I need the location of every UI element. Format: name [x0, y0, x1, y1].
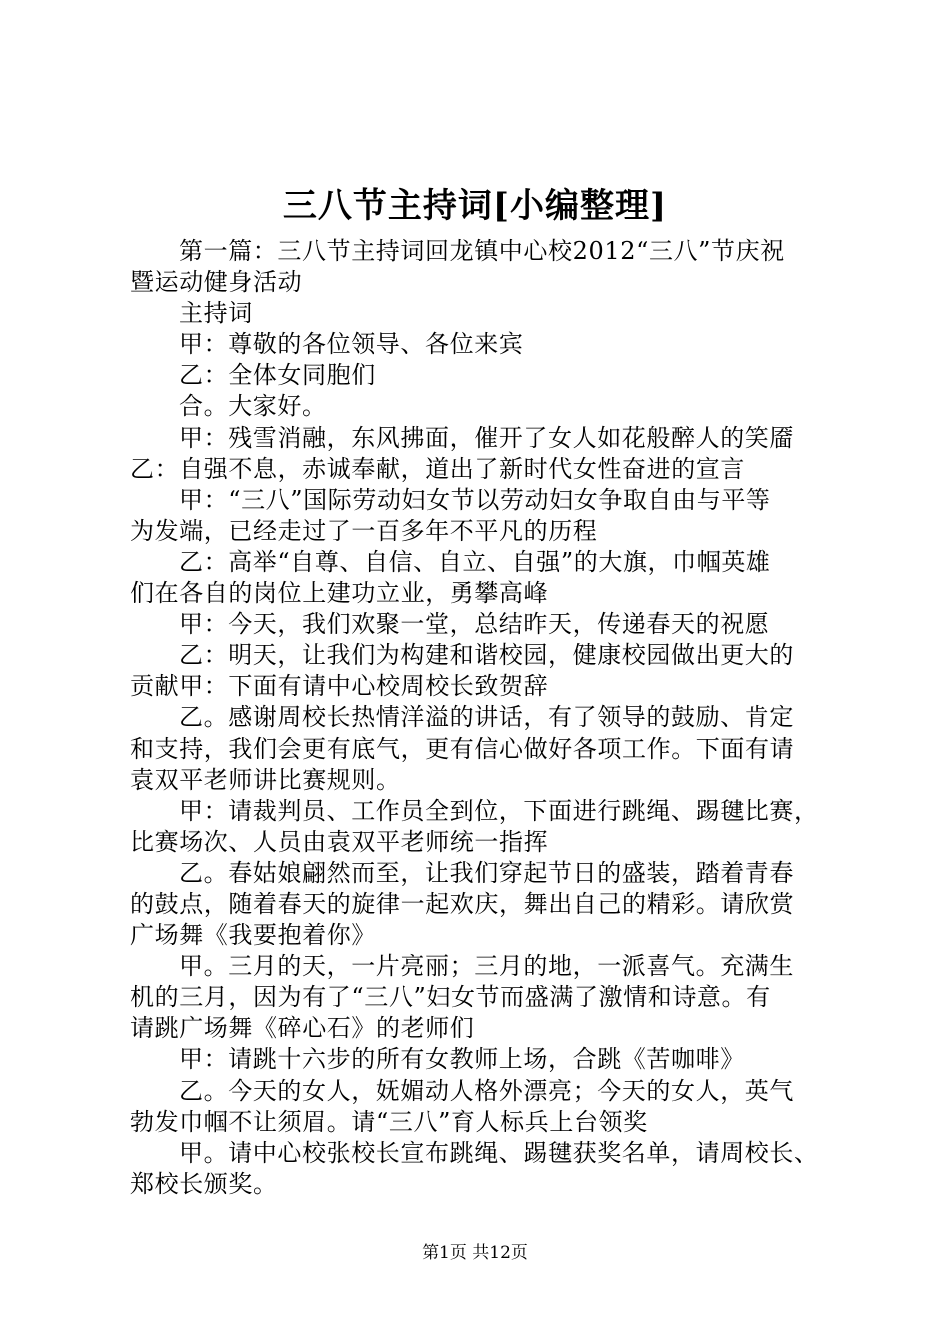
- text-line: 乙：自强不息，赤诚奉献，道出了新时代女性奋进的宣言: [130, 454, 745, 483]
- text-line: 和支持，我们会更有底气，更有信心做好各项工作。下面有请: [130, 734, 795, 763]
- text-line: 第一篇：三八节主持词回龙镇中心校2012“三八”节庆祝: [179, 237, 785, 265]
- text-line: 机的三月，因为有了“三八”妇女节而盛满了激情和诗意。有: [130, 983, 771, 1012]
- text-line: 乙。春姑娘翩然而至，让我们穿起节日的盛装，踏着青春: [179, 858, 794, 887]
- text-line: 乙：明天，让我们为构建和谐校园，健康校园做出更大的: [179, 641, 794, 670]
- document-title: 三八节主持词[小编整理]: [282, 186, 668, 226]
- text-line: 甲：残雪消融，东风拂面，催开了女人如花般醉人的笑靥: [179, 423, 794, 452]
- text-line: 暨运动健身活动: [130, 268, 303, 297]
- text-line: 甲：尊敬的各位领导、各位来宾: [179, 330, 524, 359]
- text-line: 甲：“三八”国际劳动妇女节以劳动妇女争取自由与平等: [179, 485, 771, 514]
- text-line: 为发端，已经走过了一百多年不平凡的历程: [130, 516, 598, 545]
- text-line: 比赛场次、人员由袁双平老师统一指挥: [130, 827, 549, 856]
- text-line: 郑校长颁奖。: [130, 1169, 278, 1198]
- text-line: 甲。三月的天，一片亮丽；三月的地，一派喜气。充满生: [179, 952, 794, 981]
- text-line: 甲：请跳十六步的所有女教师上场，合跳《苦咖啡》: [179, 1045, 745, 1074]
- text-line: 袁双平老师讲比赛规则。: [130, 765, 401, 794]
- text-line: 贡献甲：下面有请中心校周校长致贺辞: [130, 672, 549, 701]
- text-line: 乙：高举“自尊、自信、自立、自强”的大旗，巾帼英雄: [179, 547, 771, 576]
- text-line: 的鼓点，随着春天的旋律一起欢庆，舞出自己的精彩。请欣赏: [130, 889, 795, 918]
- text-line: 甲。请中心校张校长宣布跳绳、踢毽获奖名单，请周校长、: [179, 1138, 819, 1167]
- text-line: 广场舞《我要抱着你》: [130, 921, 376, 950]
- text-line: 合。大家好。: [179, 392, 327, 421]
- document-body: [130, 236, 832, 1200]
- text-line: 乙：全体女同胞们: [179, 361, 376, 390]
- text-line: 乙。感谢周校长热情洋溢的讲话，有了领导的鼓励、肯定: [179, 703, 794, 732]
- text-line: 勃发巾帼不让须眉。请“三八”育人标兵上台领奖: [130, 1107, 648, 1136]
- text-line: 甲：今天，我们欢聚一堂，总结昨天，传递春天的祝愿: [179, 610, 770, 639]
- text-line: 们在各自的岗位上建功立业，勇攀高峰: [130, 579, 549, 608]
- text-line: 请跳广场舞《碎心石》的老师们: [130, 1014, 475, 1043]
- text-line: 主持词: [179, 299, 253, 328]
- text-line: 乙。今天的女人，妩媚动人格外漂亮；今天的女人，英气: [179, 1076, 794, 1105]
- text-line: 甲：请裁判员、工作员全到位，下面进行跳绳、踢毽比赛，: [179, 796, 819, 825]
- page-footer: 第1页 共12页: [422, 1243, 528, 1263]
